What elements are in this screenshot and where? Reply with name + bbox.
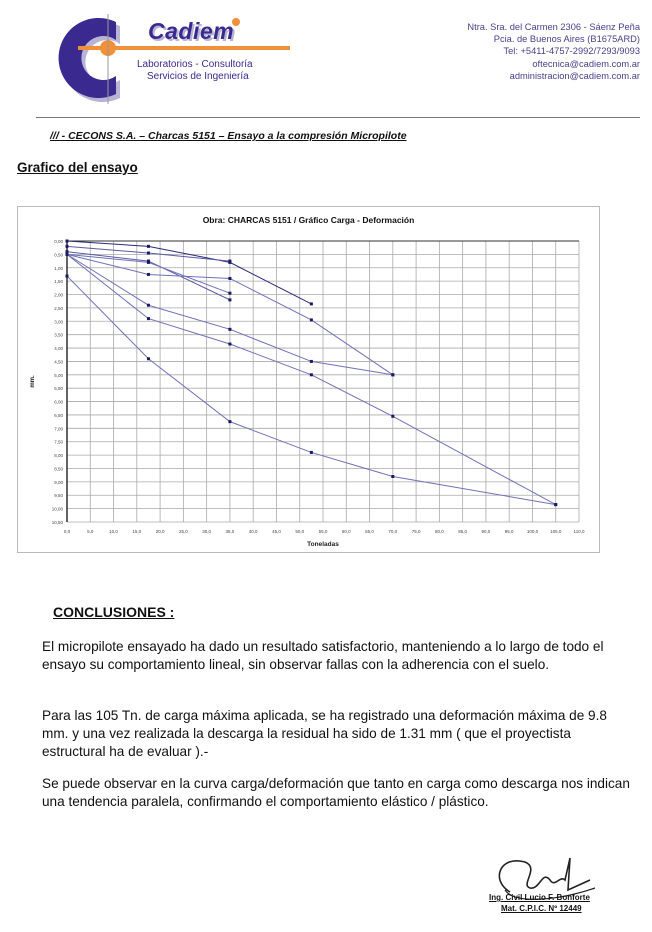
signatory-name: Ing. Civil Lucio F. Bonforte — [489, 893, 590, 902]
y-tick-label: 0,00 — [54, 239, 63, 244]
report-reference: /// - CECONS S.A. – Charcas 5151 – Ensayo a la compresión Micropilote — [50, 130, 407, 142]
data-point — [391, 415, 394, 418]
x-tick-label: 50,0 — [295, 529, 305, 534]
y-tick-label: 6,50 — [54, 412, 63, 418]
x-tick-label: 80,0 — [434, 529, 444, 534]
y-tick-label: 0,50 — [54, 252, 63, 258]
conclusions-title: CONCLUSIONES : — [53, 604, 175, 620]
data-point — [228, 420, 231, 423]
y-tick-label: 1,50 — [54, 279, 63, 285]
y-tick-label: 10,00 — [51, 506, 63, 512]
y-tick-label: 1,00 — [54, 265, 63, 271]
data-point — [310, 302, 313, 305]
data-point — [228, 260, 231, 263]
y-tick-label: 6,00 — [54, 399, 63, 405]
conclusion-paragraph: El micropilote ensayado ha dado un resultado satisfactorio, manteniendo a lo largo de todo el ensayo su comportamiento lineal, sin observar fallas con la adherencia con el suelo. — [42, 639, 604, 673]
data-point — [147, 245, 150, 248]
y-tick-label: 8,00 — [54, 453, 63, 459]
section-title: Grafico del ensayo — [17, 160, 138, 175]
data-point — [228, 343, 231, 346]
y-tick-label: 9,00 — [54, 479, 63, 485]
data-point — [66, 275, 69, 278]
data-point — [228, 277, 231, 280]
y-tick-label: 3,50 — [54, 332, 63, 338]
province-line: Pcia. de Buenos Aires (B1675ARD) — [493, 34, 640, 45]
data-point — [554, 503, 557, 506]
y-tick-label: 7,00 — [54, 426, 63, 432]
data-point — [310, 318, 313, 321]
address-line: Ntra. Sra. del Carmen 2306 - Sáenz Peña — [467, 22, 640, 32]
brand-subtitle-2: Servicios de Ingeniería — [147, 71, 249, 82]
x-tick-label: 25,0 — [178, 529, 188, 534]
x-axis-label: Toneladas — [307, 541, 339, 548]
data-point — [147, 273, 150, 276]
data-point — [66, 253, 69, 256]
x-tick-label: 45,0 — [272, 529, 281, 534]
y-tick-label: 3,00 — [54, 319, 63, 325]
x-tick-label: 30,0 — [202, 529, 212, 534]
y-tick-label: 7,50 — [54, 439, 63, 445]
phone-line: Tel: +5411-4757-2992/7293/9093 — [503, 46, 640, 57]
x-tick-label: 55,0 — [318, 529, 328, 534]
brand-subtitle-1: Laboratorios - Consultoría — [137, 59, 253, 70]
conclusion-paragraph: Se puede observar en la curva carga/deformación que tanto en carga como descarga nos indican una tendencia paralela, confirmando el comportamiento elástico / plástico. — [42, 776, 630, 810]
data-point — [310, 451, 313, 454]
x-tick-label: 100,0 — [526, 529, 539, 534]
x-tick-label: 35,0 — [225, 529, 235, 534]
x-tick-label: 15,0 — [132, 529, 142, 534]
conclusion-paragraph: Para las 105 Tn. de carga máxima aplicada, se ha registrado una deformación máxima de 9.8 mm. y una vez realizada la descarga la residual ha sido de 1.31 mm ( que el proyectista estructural ha de evaluar ).- — [42, 708, 607, 760]
x-tick-label: 110,0 — [573, 529, 585, 534]
x-tick-label: 85,0 — [458, 529, 468, 534]
y-tick-label: 4,00 — [54, 346, 63, 352]
load-deformation-chart — [18, 207, 599, 552]
data-point — [391, 475, 394, 478]
x-tick-label: 95,0 — [504, 529, 514, 534]
data-point — [147, 357, 150, 360]
contact-block — [467, 21, 640, 82]
y-tick-label: 10,50 — [51, 520, 63, 525]
x-tick-label: 20,0 — [155, 529, 165, 534]
y-tick-label: 5,50 — [54, 386, 63, 392]
y-tick-label: 2,50 — [54, 305, 63, 311]
data-point — [66, 250, 69, 253]
data-point — [228, 328, 231, 331]
series-line — [67, 276, 556, 505]
y-tick-label: 9,50 — [54, 493, 63, 499]
y-tick-label: 5,00 — [54, 372, 63, 378]
x-tick-label: 0,0 — [63, 529, 71, 534]
x-tick-label: 60,0 — [341, 529, 351, 534]
data-point — [147, 317, 150, 320]
x-tick-label: 40,0 — [248, 529, 258, 534]
x-tick-label: 5,0 — [87, 529, 94, 534]
header-divider — [36, 117, 640, 118]
email-tecnica[interactable]: oftecnica@cadiem.com.ar — [532, 58, 640, 69]
x-tick-label: 65,0 — [365, 529, 374, 534]
chart-title: Obra: CHARCAS 5151 / Gráfico Carga - Deformación — [202, 215, 415, 225]
x-tick-label: 70,0 — [388, 529, 398, 534]
x-tick-label: 10,0 — [109, 529, 118, 534]
x-tick-label: 75,0 — [411, 529, 421, 534]
data-point — [228, 292, 231, 295]
data-point — [147, 304, 150, 307]
data-point — [228, 298, 231, 301]
y-tick-label: 4,50 — [54, 359, 63, 365]
data-point — [147, 252, 150, 255]
data-point — [66, 245, 69, 248]
x-tick-label: 105,0 — [550, 529, 562, 534]
data-point — [310, 360, 313, 363]
data-point — [147, 261, 150, 264]
y-axis-label: mm. — [30, 375, 36, 388]
y-tick-label: 8,50 — [54, 466, 63, 472]
chart-container — [17, 206, 600, 553]
signatory-registration: Mat. C.P.I.C. Nº 12449 — [501, 904, 582, 913]
email-administracion[interactable]: administracion@cadiem.com.ar — [509, 70, 640, 81]
data-point — [391, 373, 394, 376]
x-tick-label: 90,0 — [481, 529, 491, 534]
data-point — [310, 373, 313, 376]
data-point — [66, 240, 69, 243]
y-tick-label: 2,00 — [54, 292, 63, 298]
series-line — [67, 254, 556, 504]
brand-name: Cadiem — [148, 18, 235, 44]
